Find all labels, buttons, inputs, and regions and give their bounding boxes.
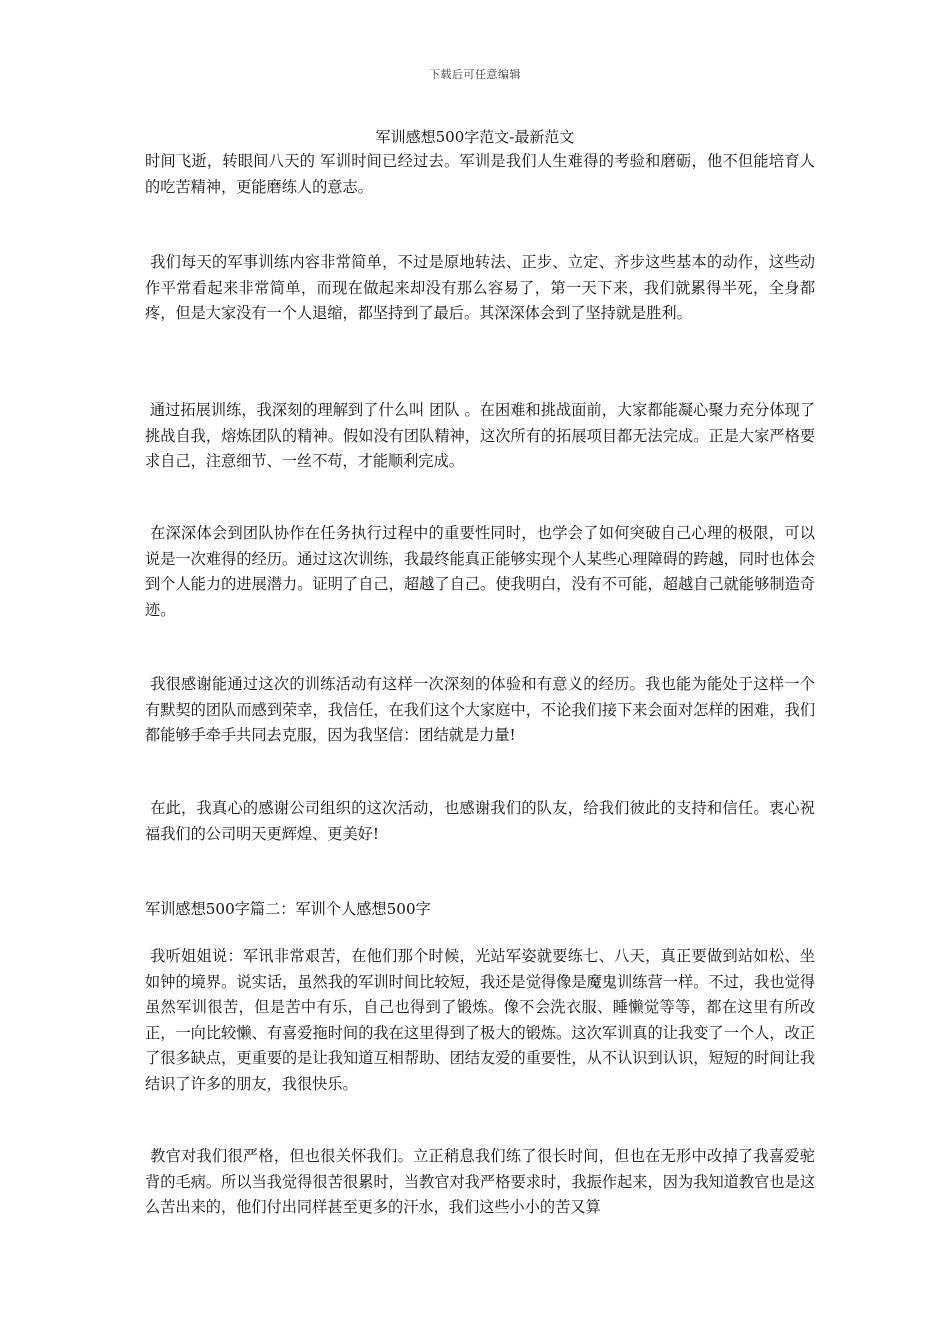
paragraph-6: 在此，我真心的感谢公司组织的这次活动，也感谢我们的队友，给我们彼此的支持和信任。衷心祝福我们的公司明天更辉煌、更美好!	[145, 799, 815, 843]
paragraph-5: 我很感谢能通过这次的训练活动有这样一次深刻的体验和有意义的经历。我也能为能处于这样一个有默契的团队而感到荣幸，我信任，在我们这个大家庭中，不论我们接下来会面对怎样的困难，我们都能够手牵手共同去克服，因为我坚信：团结就是力量!	[145, 675, 815, 744]
paragraph-8: 教官对我们很严格，但也很关怀我们。立正稍息我们练了很长时间，但也在无形中改掉了我喜爱驼背的毛病。所以当我觉得很苦很累时，当教官对我严格要求时，我振作起来，因为我知道教官也是这么苦出来的，他们付出同样甚至更多的汗水，我们这些小小的苦又算	[145, 1147, 815, 1216]
header-note: 下载后可任意编辑	[429, 68, 521, 81]
section-heading: 军训感想500字篇二：军训个人感想500字	[145, 900, 431, 918]
paragraph-7: 我听姐姐说：军讯非常艰苦，在他们那个时候，光站军姿就要练七、八天，真正要做到站如松、坐如钟的境界。说实话，虽然我的军训时间比较短，我还是觉得像是魔鬼训练营一样。不过，我也觉得虽然军训很苦，但是苦中有乐，自己也得到了锻炼。像不会洗衣服、睡懒觉等等，都在这里有所改正，一向比较懒、有喜爱拖时间的我在这里得到了极大的锻炼。这次军训真的让我变了一个人，改正了很多缺点，更重要的是让我知道互相帮助、团结友爱的重要性，从不认识到认识，短短的时间让我结识了许多的朋友，我很快乐。	[145, 947, 815, 1093]
paragraph-4: 在深深体会到团队协作在任务执行过程中的重要性同时，也学会了如何突破自己心理的极限，可以说是一次难得的经历。通过这次训练，我最终能真正能够实现个人某些心理障碍的跨越，同时也体会到个人能力的进展潜力。证明了自己，超越了自己。使我明白，没有不可能，超越自己就能够制造奇迹。	[145, 524, 815, 619]
paragraph-3: 通过拓展训练，我深刻的理解到了什么叫 团队 。在困难和挑战面前，大家都能凝心聚力充分体现了挑战自我，熔炼团队的精神。假如没有团队精神，这次所有的拓展项目都无法完成。正是大家严格要求自己，注意细节、一丝不苟，才能顺利完成。	[145, 401, 816, 470]
paragraph-2: 我们每天的军事训练内容非常简单，不过是原地转法、正步、立定、齐步这些基本的动作，这些动作平常看起来非常简单，而现在做起来却没有那么容易了，第一天下来，我们就累得半死，全身都疼，但是大家没有一个人退缩，都坚持到了最后。其深深体会到了坚持就是胜利。	[145, 253, 815, 322]
document-title: 军训感想500字范文-最新范文	[375, 128, 575, 146]
paragraph-1: 时间飞逝，转眼间八天的 军训时间已经过去。军训是我们人生难得的考验和磨砺，他不但能培育人的吃苦精神，更能磨练人的意志。	[145, 152, 815, 196]
